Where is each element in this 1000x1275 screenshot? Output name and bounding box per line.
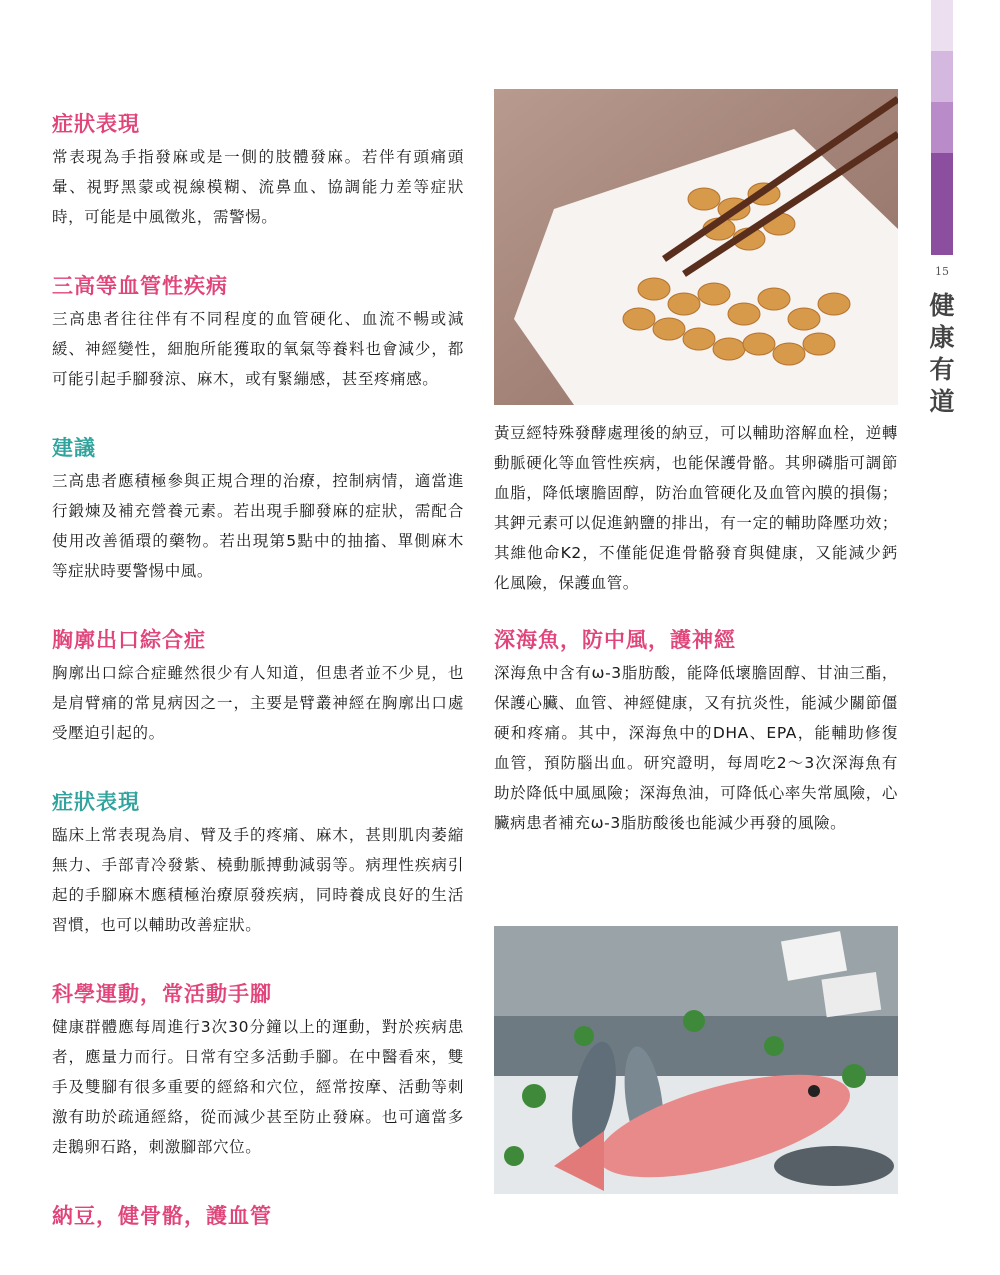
side-bar-block-1	[931, 0, 953, 51]
fish-market-photo	[494, 926, 898, 1194]
side-bar-block-3	[931, 102, 953, 153]
article-section	[52, 110, 464, 232]
side-title-char: 有	[929, 355, 955, 384]
section-heading: 納豆，健骨骼，護血管	[52, 1204, 272, 1228]
side-title-char: 康	[929, 323, 955, 352]
section-heading: 深海魚，防中風，護神經	[494, 628, 736, 652]
right-column-natto	[494, 418, 898, 598]
section-body: 三高患者往往伴有不同程度的血管硬化、血流不暢或減緩、神經變性，細胞所能獲取的氧氣等養料也會減少，都可能引起手腳發涼、麻木，或有緊繃感，甚至疼痛感。	[52, 310, 464, 388]
natto-body: 黃豆經特殊發酵處理後的納豆，可以輔助溶解血栓，逆轉動脈硬化等血管性疾病，也能保護骨骼。其卵磷脂可調節血脂，降低壞膽固醇，防治血管硬化及血管內膜的損傷；其鉀元素可以促進鈉鹽的排出，有一定的輔助降壓功效；其維他命K2，不僅能促進骨骼發育與健康，又能減少鈣化風險，保護血管。	[494, 424, 898, 592]
section-body: 常表現為手指發麻或是一側的肢體發麻。若伴有頭痛頭暈、視野黑蒙或視線模糊、流鼻血、協調能力差等症狀時，可能是中風徵兆，需警惕。	[52, 148, 464, 226]
section-body: 健康群體應每周進行3次30分鐘以上的運動，對於疾病患者，應量力而行。日常有空多活動手腳。在中醫看來，雙手及雙腳有很多重要的經絡和穴位，經常按摩、活動等刺激有助於疏通經絡，從而減少甚至防止發麻。也可適當多走鵝卵石路，刺激腳部穴位。	[52, 1018, 464, 1156]
section-body: 三高患者應積極參與正規合理的治療，控制病情，適當進行鍛煉及補充營養元素。若出現手腳發麻的症狀，需配合使用改善循環的藥物。若出現第5點中的抽搐、單側麻木等症狀時要警惕中風。	[52, 472, 464, 580]
natto-photo	[494, 89, 898, 405]
side-color-bar	[931, 0, 953, 255]
side-bar-block-5	[931, 204, 953, 255]
left-column	[52, 110, 464, 1270]
side-bar-block-2	[931, 51, 953, 102]
side-title-char: 健	[929, 291, 955, 320]
section-heading: 症狀表現	[52, 112, 140, 136]
section-title-vertical	[927, 290, 957, 418]
right-column-fish	[494, 626, 898, 838]
section-heading: 建議	[52, 436, 96, 460]
fish-body: 深海魚中含有ω-3脂肪酸，能降低壞膽固醇、甘油三酯，保護心臟、血管、神經健康，又有抗炎性，能減少關節僵硬和疼痛。其中，深海魚中的DHA、EPA，能輔助修復血管，預防腦出血。研究證明，每周吃2～3次深海魚有助於降低中風風險；深海魚油，可降低心率失常風險，心臟病患者補充ω-3脂肪酸後也能減少再發的風險。	[494, 664, 898, 832]
side-bar-block-4	[931, 153, 953, 204]
article-section	[52, 434, 464, 586]
article-section	[52, 1202, 464, 1230]
section-body: 臨床上常表現為肩、臂及手的疼痛、麻木，甚則肌肉萎縮無力、手部青冷發紫、橈動脈搏動減弱等。病理性疾病引起的手腳麻木應積極治療原發疾病，同時養成良好的生活習慣，也可以輔助改善症狀。	[52, 826, 464, 934]
article-section	[52, 626, 464, 748]
section-heading: 科學運動，常活動手腳	[52, 982, 272, 1006]
section-heading: 症狀表現	[52, 790, 140, 814]
article-section	[52, 788, 464, 940]
side-title-char: 道	[929, 387, 955, 416]
page-number: 15	[935, 265, 949, 278]
section-body: 胸廓出口綜合症雖然很少有人知道，但患者並不少見，也是肩臂痛的常見病因之一，主要是臂叢神經在胸廓出口處受壓迫引起的。	[52, 664, 464, 742]
article-section	[52, 272, 464, 394]
section-heading: 胸廓出口綜合症	[52, 628, 206, 652]
article-section	[52, 980, 464, 1162]
section-heading: 三高等血管性疾病	[52, 274, 228, 298]
